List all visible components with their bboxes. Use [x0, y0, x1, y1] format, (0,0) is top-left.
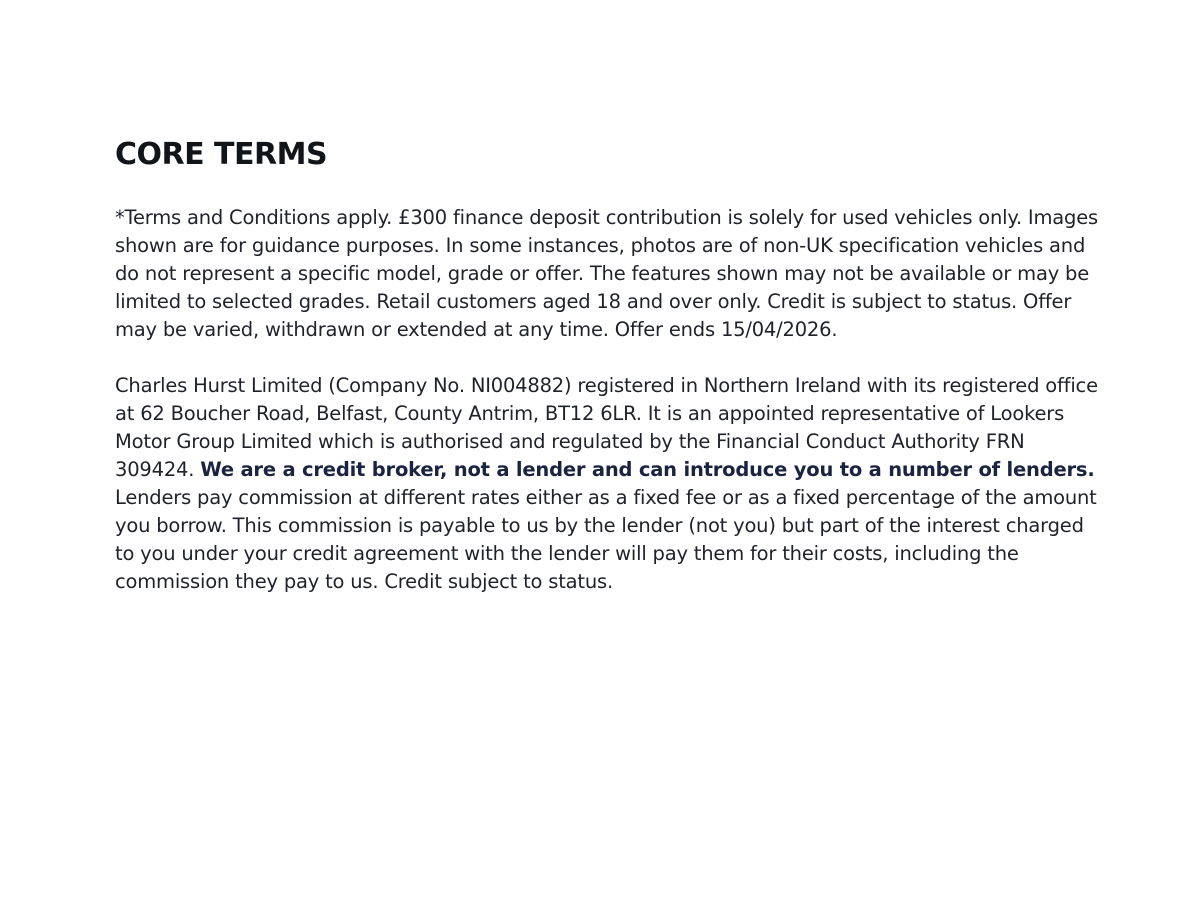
company-paragraph [115, 372, 1100, 596]
terms-content [115, 136, 1100, 624]
commission-text: Lenders pay commission at different rates either as a fixed fee or as a fixed percentage of the amount you borrow. This commission is payable to us by the lender (not you) but part of the interest charged to you under your credit agreement with the lender will pay them for their costs, including the commission they pay to us. Credit subject to status. [115, 486, 1097, 593]
page-title: CORE TERMS [115, 137, 328, 172]
credit-broker-statement: We are a credit broker, not a lender and can introduce you to a number of lenders. [200, 458, 1095, 481]
terms-paragraph: *Terms and Conditions apply. £300 finance deposit contribution is solely for used vehicles only. Images shown are for guidance purposes. In some instances, photos are of non-UK specification vehicles and do not represent a specific model, grade or offer. The features shown may not be available or may be limited to selected grades. Retail customers aged 18 and over only. Credit is subject to status. Offer may be varied, withdrawn or extended at any time. Offer ends 15/04/2026. [115, 206, 1098, 341]
company-text: Charles Hurst Limited (Company No. NI004882) registered in Northern Ireland with its registered office at 62 Boucher Road, Belfast, County Antrim, BT12 6LR. It is an appointed representative of Lookers Motor Group Limited which is authorised and regulated by the Financial Conduct Authority FRN 309424. [115, 374, 1098, 481]
